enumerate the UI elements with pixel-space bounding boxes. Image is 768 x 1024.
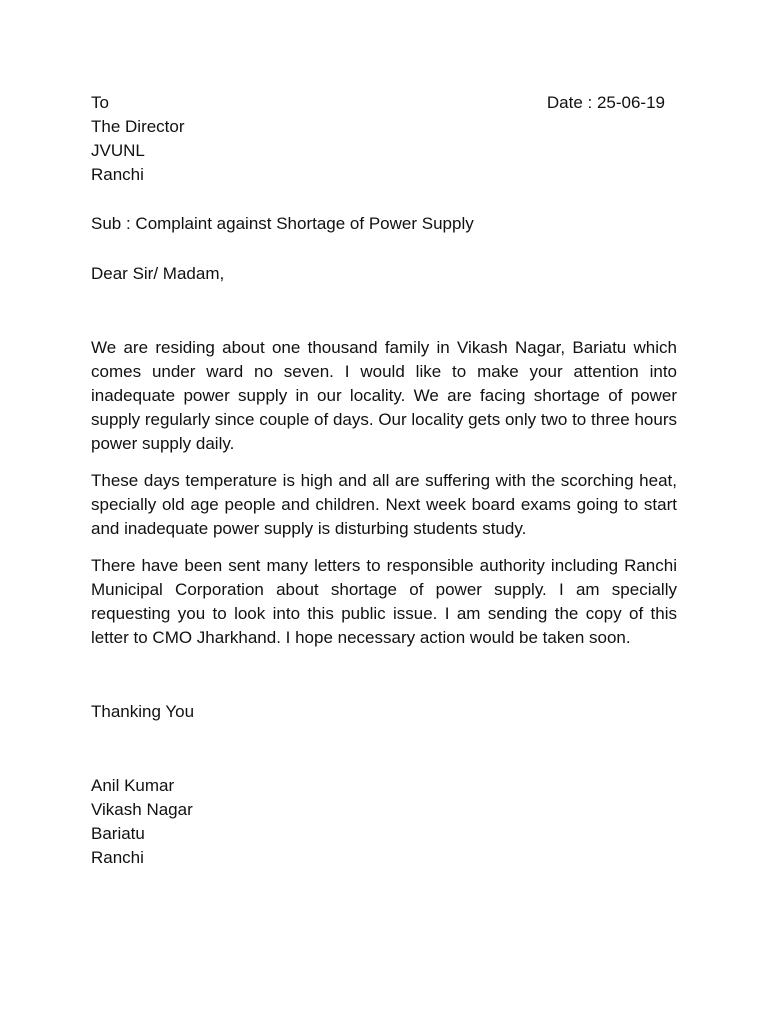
body-paragraph: We are residing about one thousand family in Vikash Nagar, Bariatu which comes under ward no seven. I would like to make your attention into inadequate power supply in our locality. We are facing shortage of power supply regularly since couple of days. Our locality gets only two to three hours power supply daily. xyxy=(91,338,677,453)
header-row xyxy=(91,91,677,115)
sender-line: Bariatu xyxy=(91,824,145,843)
sender-line: Anil Kumar xyxy=(91,776,175,795)
letter-date: Date : 25-06-19 xyxy=(546,93,665,112)
sender-address xyxy=(91,774,677,870)
closing: Thanking You xyxy=(91,702,195,721)
recipient-line: The Director xyxy=(91,117,185,136)
to-label: To xyxy=(91,93,109,112)
body-paragraph: These days temperature is high and all are suffering with the scorching heat, specially old age people and children. Next week board exams going to start and inadequate power supply is disturbing students study. xyxy=(91,471,677,538)
salutation: Dear Sir/ Madam, xyxy=(91,264,225,283)
recipient-line: JVUNL xyxy=(91,141,145,160)
subject-line: Sub : Complaint against Shortage of Power Supply xyxy=(91,214,474,233)
recipient-line: Ranchi xyxy=(91,165,144,184)
recipient-address xyxy=(91,115,677,187)
body-paragraph: There have been sent many letters to responsible authority including Ranchi Municipal Corporation about shortage of power supply. I am specially requesting you to look into this public issue. I am sending the copy of this letter to CMO Jharkhand. I hope necessary action would be taken soon. xyxy=(91,556,677,647)
letter-page xyxy=(91,91,677,870)
sender-line: Ranchi xyxy=(91,848,144,867)
sender-line: Vikash Nagar xyxy=(91,800,193,819)
